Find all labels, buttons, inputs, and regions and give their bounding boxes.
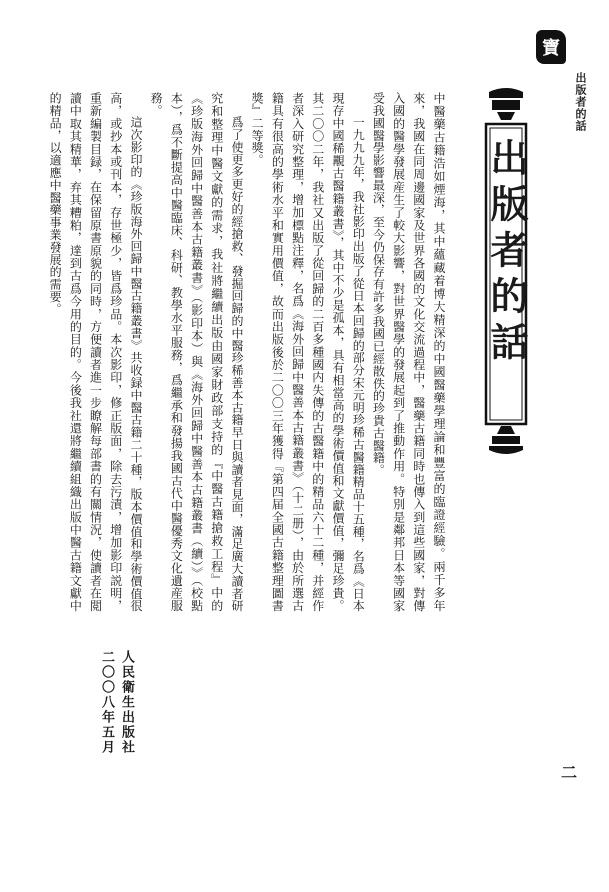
- side-caption: 出版者的話: [574, 72, 587, 132]
- seal-glyph: 寶: [542, 38, 560, 59]
- body-text: [45, 92, 449, 612]
- publish-date: 二〇〇八年五月: [99, 650, 114, 755]
- title-banner: [483, 88, 529, 456]
- paragraph: 爲了使更多更好的經搶救、發掘回歸的中醫珍稀善本古籍早日與讀者見面，滿足廣大讀者研究和整理中醫文獻的需求，我社將繼續出版由國家財政部支持的『中醫古籍搶救工程』中的《珍版海外回歸中醫善本古籍叢書》（影印本）與《海外回歸中醫善本古籍叢書（續）》（校點本），爲不斷提高中醫臨床、科研、教學水平服務，爲繼承和發揚我國古代中醫優秀文化遺産服務。: [149, 92, 244, 612]
- page-number: 二: [561, 763, 578, 782]
- signature: [96, 650, 136, 755]
- seal-emblem: [536, 30, 566, 64]
- paragraph: 中醫藥古籍浩如煙海，其中蘊藏着博大精深的中國醫藥學理論和豐富的臨證經驗。兩千多年來，我國在同周邊國家及世界各國的文化交流過程中，醫藥古籍同時也傳入到這些國家，對傳入國的醫學發展産生了較大影響，對世界醫學的發展起到了推動作用。特別是鄰邦日本等國家受我國醫學影響最深，至今仍保存有許多我國已經散佚的珍貴古醫籍。: [371, 92, 446, 612]
- paragraph: 一九九九年，我社影印出版了從日本回歸的部分宋元明珍稀古醫籍精品十五種，名爲《日本現存中國稀覯古醫籍叢書》，其中不少是孤本，具有相當高的學術價值和文獻價值，彌足珍貴。其二〇〇二年，我社又出版了從回歸的二百多種國内失傳的古醫籍中的精品六十二種，并經作者深入研究整理，增加標點注釋，名爲《海外回歸中醫善本古籍叢書》（十二册），由於所選古籍具有很高的學術水平和實用價值，故而出版後於二〇〇三年獲得『第四届全國古籍整理圖書獎』二等獎。: [250, 92, 366, 612]
- paragraph: 這次影印的《珍版海外回歸中醫古籍叢書》共收録中醫古籍二十種，版本價值和學術價值很高，或抄本或刊本，存世極少，皆爲珍品。本次影印，修正版面，除去污漬，增加影印説明，重新編製目録，在保留原書原貌的同時，方便讀者進一步瞭解每部書的有關情況，使讀者在閲讀中取其精華，弃其糟粕，達到古爲今用的目的。今後我社還將繼續組織出版中醫古籍文獻中的精品，以適應中醫藥事業發展的需要。: [48, 92, 143, 612]
- publisher-name: 人民衛生出版社: [119, 650, 134, 755]
- page-title: 出版者的話: [484, 138, 528, 368]
